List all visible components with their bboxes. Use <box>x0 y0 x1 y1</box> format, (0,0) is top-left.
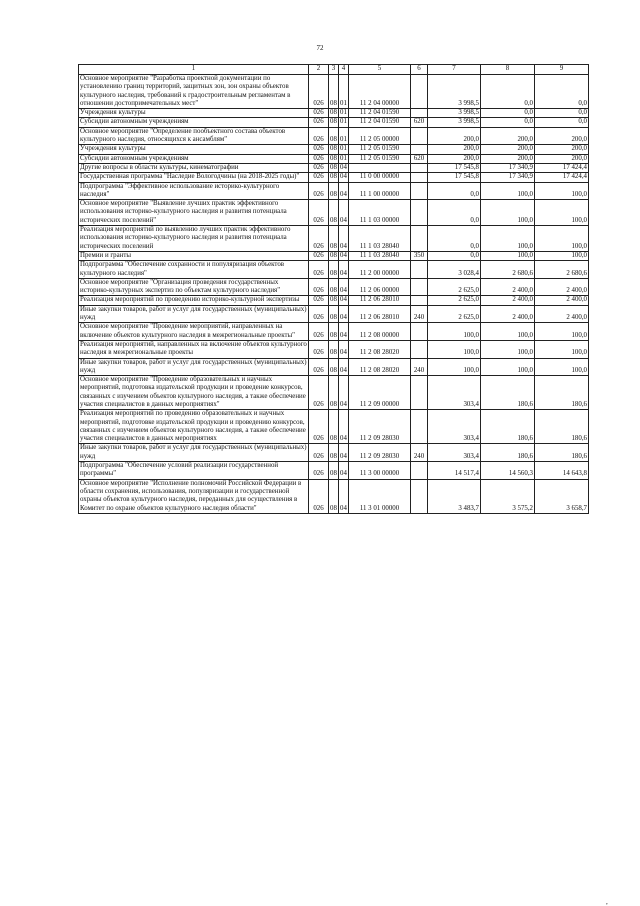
cell-expense-type <box>411 340 428 358</box>
cell-amount-2: 2 400,0 <box>481 278 535 296</box>
cell-subsection: 01 <box>340 109 347 117</box>
cell-section: 08 <box>330 163 337 171</box>
cell-target-article: 11 3 01 00000 <box>349 479 411 513</box>
cell-ministry: 026 <box>309 127 329 145</box>
table-row <box>79 75 589 109</box>
cell-section: 08 <box>330 251 337 259</box>
cell-amount-2: 180,6 <box>481 444 535 462</box>
cell-amount-2: 3 575,2 <box>481 479 535 513</box>
cell-amount-2: 100,0 <box>481 200 535 226</box>
cell-amount-3: 0,0 <box>535 118 589 127</box>
cell-ministry: 026 <box>309 340 329 358</box>
cell-target-article: 11 3 00 00000 <box>349 462 411 480</box>
cell-target-article: 11 1 03 00000 <box>349 200 411 226</box>
row-name: Основное мероприятие "Проведение образовательных и научных мероприятий, подготовка издательской продукции и проведение конкурсов, связанных с изучением объектов культурного наследия, а также обеспечение участия специалистов в данных мероприятиях" <box>79 376 309 410</box>
cell-ministry: 026 <box>309 305 329 323</box>
row-name: Подпрограмма "Эффективное использование историко-культурного наследия" <box>79 182 309 200</box>
cell-amount-2: 180,6 <box>481 376 535 410</box>
cell-amount-2: 100,0 <box>481 182 535 200</box>
cell-subsection: 01 <box>340 145 347 153</box>
cell-subsection: 04 <box>339 226 349 252</box>
cell-subsection: 04 <box>339 376 349 410</box>
cell-amount-1: 100,0 <box>428 340 481 358</box>
cell-amount-1: 2 625,0 <box>428 296 481 305</box>
row-name: Реализация мероприятий по проведению историко-культурной экспертизы <box>79 296 309 305</box>
header-col-5: 5 <box>349 65 411 75</box>
cell-amount-3: 2 400,0 <box>535 278 589 296</box>
cell-section: 08 <box>330 296 337 304</box>
cell-subsection: 01 <box>339 127 349 145</box>
table-row <box>79 251 589 260</box>
row-name: Реализация мероприятий по проведению образовательных и научных мероприятий, подготовке издательской продукции и проведению конкурсов, связанных с изучением объектов культурного наследия, а также обеспечение участия специалистов в данных мероприятиях <box>79 410 309 444</box>
cell-amount-1: 3 998,5 <box>428 109 481 118</box>
row-name: Подпрограмма "Обеспечение сохранности и популяризация объектов культурного наследия" <box>79 261 309 279</box>
cell-amount-1: 3 483,7 <box>428 479 481 513</box>
cell-amount-1: 2 625,0 <box>428 278 481 296</box>
cell-subsection: 01 <box>339 75 349 109</box>
cell-amount-2: 200,0 <box>481 154 535 163</box>
cell-subsection: 04 <box>339 182 349 200</box>
row-name: Субсидии автономным учреждениям <box>79 118 309 127</box>
cell-target-article: 11 2 05 01590 <box>349 154 411 163</box>
cell-expense-type <box>411 479 428 513</box>
cell-target-article: 11 2 06 00000 <box>349 278 411 296</box>
row-name: Государственная программа "Наследие Вологодчины (на 2018-2025 годы)" <box>79 173 309 182</box>
cell-section: 08 <box>330 118 337 126</box>
table-row <box>79 462 589 480</box>
cell-section: 08 <box>329 444 339 462</box>
cell-amount-2: 0,0 <box>481 75 535 109</box>
cell-expense-type: 350 <box>411 251 428 260</box>
cell-amount-3: 2 400,0 <box>535 305 589 323</box>
cell-expense-type <box>411 261 428 279</box>
cell-section: 08 <box>329 340 339 358</box>
cell-target-article: 11 2 04 01590 <box>349 118 411 127</box>
cell-subsection: 04 <box>339 444 349 462</box>
header-col-6: 6 <box>411 65 428 75</box>
row-name: Основное мероприятие "Выявление лучших практик эффективного использования историко-культурного наследия и развития потенциала исторических поселений" <box>79 200 309 226</box>
cell-subsection: 04 <box>339 305 349 323</box>
cell-ministry: 026 <box>309 118 329 127</box>
cell-ministry: 026 <box>309 200 329 226</box>
cell-section: 08 <box>329 200 339 226</box>
cell-amount-2: 17 340,9 <box>481 163 535 172</box>
cell-section: 08 <box>329 127 339 145</box>
cell-section: 08 <box>329 305 339 323</box>
cell-amount-1: 303,4 <box>428 376 481 410</box>
table-row <box>79 154 589 163</box>
cell-amount-2: 180,6 <box>481 410 535 444</box>
cell-section: 08 <box>329 358 339 376</box>
row-name: Реализация мероприятий по выявлению лучших практик эффективного использования историко-культурного наследия и развития потенциала исторических поселений <box>79 226 309 252</box>
row-name: Основное мероприятие "Организация проведения государственных историко-культурных экспертиз по объектам культурного наследия" <box>79 278 309 296</box>
table-row <box>79 182 589 200</box>
table-row <box>79 358 589 376</box>
cell-expense-type: 620 <box>411 118 428 127</box>
cell-ministry: 026 <box>309 173 329 182</box>
table-row <box>79 145 589 154</box>
cell-target-article: 11 2 08 28020 <box>349 358 411 376</box>
row-name: Основное мероприятие "Определение пообъектного состава объектов культурного наследия, относящихся к ансамблям" <box>79 127 309 145</box>
cell-target-article: 11 1 03 28040 <box>349 226 411 252</box>
cell-amount-1: 0,0 <box>428 182 481 200</box>
row-name: Реализация мероприятий, направленных на включение объектов культурного наследия в межрегиональные проекты <box>80 340 307 357</box>
cell-amount-1: 0,0 <box>428 200 481 226</box>
cell-amount-2: 0,0 <box>481 118 535 127</box>
cell-amount-3: 200,0 <box>535 145 589 154</box>
table-row <box>79 296 589 305</box>
row-name: Иные закупки товаров, работ и услуг для государственных (муниципальных) нужд <box>80 305 307 322</box>
cell-ministry: 026 <box>309 251 329 260</box>
cell-amount-2: 0,0 <box>481 109 535 118</box>
cell-subsection: 01 <box>340 118 347 126</box>
cell-ministry: 026 <box>309 444 329 462</box>
cell-target-article: 11 2 09 00000 <box>349 376 411 410</box>
header-col-9: 9 <box>535 65 589 75</box>
cell-ministry: 026 <box>309 75 329 109</box>
cell-expense-type <box>411 323 428 341</box>
table-row <box>79 410 589 444</box>
table-row <box>79 376 589 410</box>
cell-amount-2: 2 400,0 <box>481 296 535 305</box>
header-col-1: 1 <box>79 65 309 75</box>
cell-target-article: 11 2 08 28020 <box>349 340 411 358</box>
cell-subsection: 04 <box>339 358 349 376</box>
cell-amount-3: 2 400,0 <box>535 296 589 305</box>
header-row <box>79 65 589 75</box>
cell-amount-3: 14 643,8 <box>535 462 589 480</box>
cell-amount-1: 2 625,0 <box>428 305 481 323</box>
cell-expense-type: 240 <box>411 358 428 376</box>
corner-mark: , <box>606 898 608 906</box>
cell-expense-type <box>411 376 428 410</box>
cell-amount-2: 200,0 <box>481 127 535 145</box>
cell-amount-2: 100,0 <box>481 251 535 260</box>
cell-target-article: 11 2 00 00000 <box>349 261 411 279</box>
cell-target-article: 11 2 09 28030 <box>349 444 411 462</box>
cell-section: 08 <box>329 226 339 252</box>
table-row <box>79 323 589 341</box>
cell-section: 08 <box>329 410 339 444</box>
cell-ministry: 026 <box>309 226 329 252</box>
cell-section: 08 <box>330 154 337 162</box>
header-col-4: 4 <box>339 65 349 75</box>
table-row <box>79 109 589 118</box>
cell-amount-3: 200,0 <box>535 127 589 145</box>
table-row <box>79 118 589 127</box>
cell-amount-3: 17 424,4 <box>535 173 589 182</box>
cell-target-article: 11 1 00 00000 <box>349 182 411 200</box>
header-col-3: 3 <box>329 65 339 75</box>
header-col-7: 7 <box>428 65 481 75</box>
cell-subsection: 04 <box>339 278 349 296</box>
cell-ministry: 026 <box>309 376 329 410</box>
row-name: Основное мероприятие "Проведение мероприятий, направленных на включение объектов культурного наследия в межрегиональные проекты" <box>79 323 309 341</box>
table-row <box>79 444 589 462</box>
row-name: Подпрограмма "Обеспечение условий реализации государственной программы" <box>79 462 309 480</box>
cell-ministry: 026 <box>309 145 329 154</box>
cell-section: 08 <box>330 145 337 153</box>
cell-amount-2: 200,0 <box>481 145 535 154</box>
cell-ministry: 026 <box>309 323 329 341</box>
cell-amount-3: 100,0 <box>535 323 589 341</box>
row-name: Основное мероприятие "Исполнение полномочий Российской Федерации в области сохранения, использования, популяризации и государственной охраны объектов культурного наследия, переданных для осуществления в Комитет по охране объектов культурного наследия области" <box>79 479 309 513</box>
cell-section: 08 <box>329 323 339 341</box>
cell-amount-2: 14 560,3 <box>481 462 535 480</box>
cell-amount-2: 2 400,0 <box>481 305 535 323</box>
cell-expense-type <box>411 410 428 444</box>
cell-expense-type: 240 <box>411 444 428 462</box>
cell-amount-1: 17 545,8 <box>428 163 481 172</box>
cell-subsection: 04 <box>339 261 349 279</box>
cell-expense-type: 620 <box>411 154 428 163</box>
cell-section: 08 <box>330 109 337 117</box>
cell-ministry: 026 <box>309 296 329 305</box>
cell-section: 08 <box>329 182 339 200</box>
cell-expense-type <box>411 127 428 145</box>
cell-amount-3: 0,0 <box>535 75 589 109</box>
cell-amount-2: 100,0 <box>481 340 535 358</box>
header-col-2: 2 <box>309 65 329 75</box>
cell-section: 08 <box>329 479 339 513</box>
cell-expense-type <box>411 75 428 109</box>
cell-target-article: 11 2 05 00000 <box>349 127 411 145</box>
cell-section: 08 <box>329 278 339 296</box>
cell-expense-type <box>411 226 428 252</box>
cell-subsection: 04 <box>339 200 349 226</box>
cell-amount-1: 100,0 <box>428 323 481 341</box>
cell-expense-type <box>411 278 428 296</box>
cell-ministry: 026 <box>309 182 329 200</box>
cell-amount-3: 2 680,6 <box>535 261 589 279</box>
cell-section: 08 <box>329 376 339 410</box>
cell-amount-1: 17 545,8 <box>428 173 481 182</box>
cell-amount-3: 100,0 <box>535 182 589 200</box>
cell-amount-2: 100,0 <box>481 226 535 252</box>
cell-amount-1: 200,0 <box>428 154 481 163</box>
cell-ministry: 026 <box>309 261 329 279</box>
cell-expense-type <box>411 163 428 172</box>
cell-amount-1: 100,0 <box>428 358 481 376</box>
cell-amount-2: 2 680,6 <box>481 261 535 279</box>
row-name: Премии и гранты <box>79 251 309 260</box>
cell-amount-3: 180,6 <box>535 410 589 444</box>
table-row <box>79 340 589 358</box>
cell-ministry: 026 <box>309 109 329 118</box>
table-row <box>79 127 589 145</box>
cell-subsection: 04 <box>339 479 349 513</box>
cell-target-article <box>349 163 411 172</box>
cell-ministry: 026 <box>309 479 329 513</box>
cell-amount-1: 0,0 <box>428 226 481 252</box>
cell-subsection: 04 <box>339 462 349 480</box>
cell-amount-1: 200,0 <box>428 127 481 145</box>
row-name: Основное мероприятие "Разработка проектной документации по установлению границ территорий, защитных зон, зон охраны объектов культурного наследия, требований к градостроительным регламентам в отношении достопримечательных мест" <box>79 75 309 109</box>
cell-ministry: 026 <box>309 163 329 172</box>
cell-section: 08 <box>330 173 337 181</box>
cell-amount-1: 200,0 <box>428 145 481 154</box>
table-row <box>79 261 589 279</box>
cell-target-article: 11 1 03 28040 <box>349 251 411 260</box>
table-row <box>79 173 589 182</box>
cell-amount-3: 100,0 <box>535 340 589 358</box>
cell-amount-3: 200,0 <box>535 154 589 163</box>
cell-subsection: 04 <box>339 323 349 341</box>
cell-expense-type <box>411 109 428 118</box>
cell-subsection: 04 <box>340 251 347 259</box>
cell-expense-type <box>411 145 428 154</box>
cell-ministry: 026 <box>309 154 329 163</box>
cell-amount-1: 3 028,4 <box>428 261 481 279</box>
cell-target-article: 11 2 04 00000 <box>349 75 411 109</box>
cell-amount-2: 100,0 <box>481 358 535 376</box>
cell-expense-type: 240 <box>411 305 428 323</box>
cell-target-article: 11 2 06 28010 <box>349 296 411 305</box>
table-row <box>79 479 589 513</box>
cell-amount-3: 100,0 <box>535 226 589 252</box>
table-row <box>79 163 589 172</box>
cell-amount-1: 0,0 <box>428 251 481 260</box>
row-name: Учреждения культуры <box>79 145 309 154</box>
cell-amount-2: 100,0 <box>481 323 535 341</box>
cell-expense-type <box>411 182 428 200</box>
cell-subsection: 04 <box>340 296 347 304</box>
row-name: Иные закупки товаров, работ и услуг для государственных (муниципальных) нужд <box>80 444 307 460</box>
cell-ministry: 026 <box>309 410 329 444</box>
cell-amount-3: 17 424,4 <box>535 163 589 172</box>
cell-expense-type <box>411 200 428 226</box>
cell-ministry: 026 <box>309 358 329 376</box>
cell-expense-type <box>411 173 428 182</box>
table-row <box>79 305 589 323</box>
cell-amount-3: 180,6 <box>535 376 589 410</box>
cell-amount-3: 100,0 <box>535 200 589 226</box>
cell-target-article: 11 0 00 00000 <box>349 173 411 182</box>
table-row <box>79 278 589 296</box>
cell-amount-1: 14 517,4 <box>428 462 481 480</box>
table-row <box>79 226 589 252</box>
cell-target-article: 11 2 09 28030 <box>349 410 411 444</box>
cell-target-article: 11 2 08 00000 <box>349 323 411 341</box>
cell-expense-type <box>411 462 428 480</box>
cell-amount-1: 303,4 <box>428 444 481 462</box>
cell-amount-3: 100,0 <box>535 358 589 376</box>
cell-ministry: 026 <box>309 278 329 296</box>
cell-subsection: 04 <box>340 173 347 181</box>
cell-amount-3: 180,6 <box>535 444 589 462</box>
cell-target-article: 11 2 06 28010 <box>349 305 411 323</box>
row-name: Другие вопросы в области культуры, кинематографии <box>79 163 309 172</box>
header-col-8: 8 <box>481 65 535 75</box>
table-row <box>79 200 589 226</box>
cell-target-article: 11 2 05 01590 <box>349 145 411 154</box>
cell-target-article: 11 2 04 01590 <box>349 109 411 118</box>
cell-expense-type <box>411 296 428 305</box>
cell-subsection: 04 <box>339 340 349 358</box>
cell-section: 08 <box>329 261 339 279</box>
cell-amount-3: 3 658,7 <box>535 479 589 513</box>
cell-section: 08 <box>329 75 339 109</box>
cell-amount-1: 3 998,5 <box>428 75 481 109</box>
cell-subsection: 01 <box>340 154 347 162</box>
budget-table <box>78 64 589 514</box>
cell-amount-3: 0,0 <box>535 109 589 118</box>
row-name: Учреждения культуры <box>79 109 309 118</box>
cell-amount-3: 100,0 <box>535 251 589 260</box>
cell-ministry: 026 <box>309 462 329 480</box>
cell-subsection: 04 <box>340 163 347 171</box>
cell-section: 08 <box>329 462 339 480</box>
row-name: Иные закупки товаров, работ и услуг для государственных (муниципальных) нужд <box>80 358 307 374</box>
cell-amount-1: 3 998,5 <box>428 118 481 127</box>
cell-amount-2: 17 340,9 <box>481 173 535 182</box>
cell-subsection: 04 <box>339 410 349 444</box>
row-name: Субсидии автономным учреждениям <box>79 154 309 163</box>
page-number: 72 <box>316 44 324 52</box>
cell-amount-1: 303,4 <box>428 410 481 444</box>
